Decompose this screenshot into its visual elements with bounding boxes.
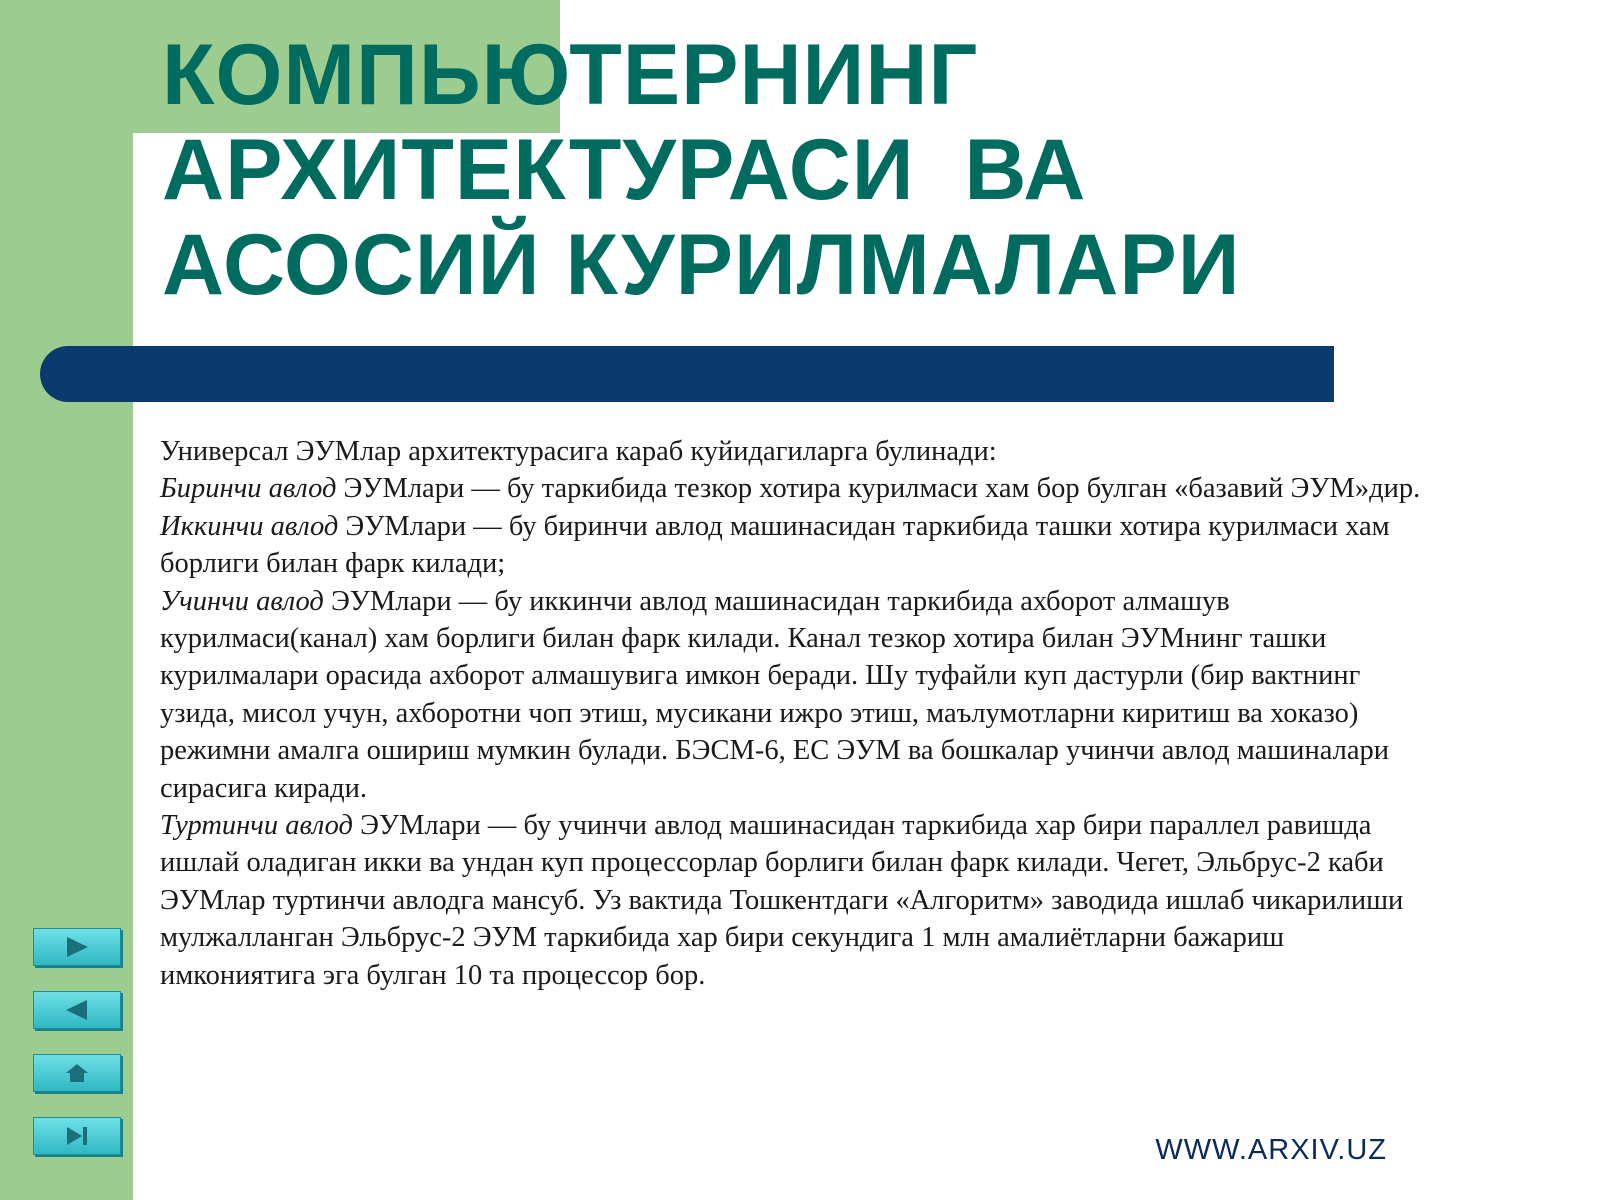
- previous-slide-button[interactable]: [33, 991, 121, 1029]
- title-line: АСОСИЙ КУРИЛМАЛАРИ: [162, 217, 1241, 313]
- title-line: КОМПЬЮТЕРНИНГ: [162, 27, 979, 123]
- back-icon: [64, 999, 90, 1021]
- generation-paragraph: [160, 807, 1430, 994]
- generation-term: Иккинчи авлод: [160, 510, 339, 542]
- generation-paragraph: [160, 583, 1430, 807]
- next-slide-button[interactable]: [33, 928, 121, 966]
- generation-paragraph: [160, 470, 1430, 507]
- slide-body: [160, 433, 1430, 994]
- generation-text: ЭУМлари — бу иккинчи авлод машинасидан таркибида ахборот алмашув курилмаси(канал) хам борлиги билан фарк килади. Канал тезкор хотира билан ЭУМнинг ташки курилмалари орасида ахборот алмашувига имкон беради. Шу туфайли куп дастурли (бир вактнинг узида, мисол учун, ахборотни чоп этиш, мусикани ижро этиш, маълумотларни киритиш ва хоказо) режимни амалга ошириш мумкин булади. БЭСМ-6, ЕС ЭУМ ва бошкалар учинчи авлод машиналари сирасига киради.: [160, 585, 1389, 804]
- title-line: АРХИТЕКТУРАСИ ВА: [162, 122, 1087, 218]
- generation-text: ЭУМлари — бу биринчи авлод машинасидан таркибида ташки хотира курилмаси хам борлиги билан фарк килади;: [160, 510, 1390, 580]
- slide-title: [162, 28, 1542, 313]
- intro-paragraph: Универсал ЭУМлар архитектурасига караб куйидагиларга булинади:: [160, 436, 997, 467]
- last-slide-button[interactable]: [33, 1117, 121, 1155]
- generation-term: Учинчи авлод: [160, 585, 324, 617]
- end-icon: [64, 1125, 90, 1147]
- generation-term: Биринчи авлод: [160, 473, 337, 505]
- generation-text: ЭУМлари — бу учинчи авлод машинасидан таркибида хар бири параллел равишда ишлай оладиган икки ва ундан куп процессорлар борлиги билан фарк килади. Чегет, Эльбрус-2 каби ЭУМлар туртинчи авлодга мансуб. Уз вактида Тошкентдаги «Алгоритм» заводида ишлаб чикарилиши мулжалланган Эльбрус-2 ЭУМ таркибида хар бири секундига 1 млн амалиётларни бажариш имкониятига эга булган 10 та процессор бор.: [160, 810, 1404, 991]
- home-icon: [64, 1062, 90, 1084]
- generation-paragraph: [160, 508, 1430, 583]
- generation-term: Туртинчи авлод: [160, 810, 353, 842]
- play-next-icon: [64, 936, 90, 958]
- title-divider-bar: [40, 346, 1334, 402]
- home-button[interactable]: [33, 1054, 121, 1092]
- generation-text: ЭУМлари — бу таркибида тезкор хотира курилмаси хам бор булган «базавий ЭУМ»дир.: [336, 473, 1421, 505]
- footer-url: WWW.ARXIV.UZ: [1155, 1134, 1387, 1166]
